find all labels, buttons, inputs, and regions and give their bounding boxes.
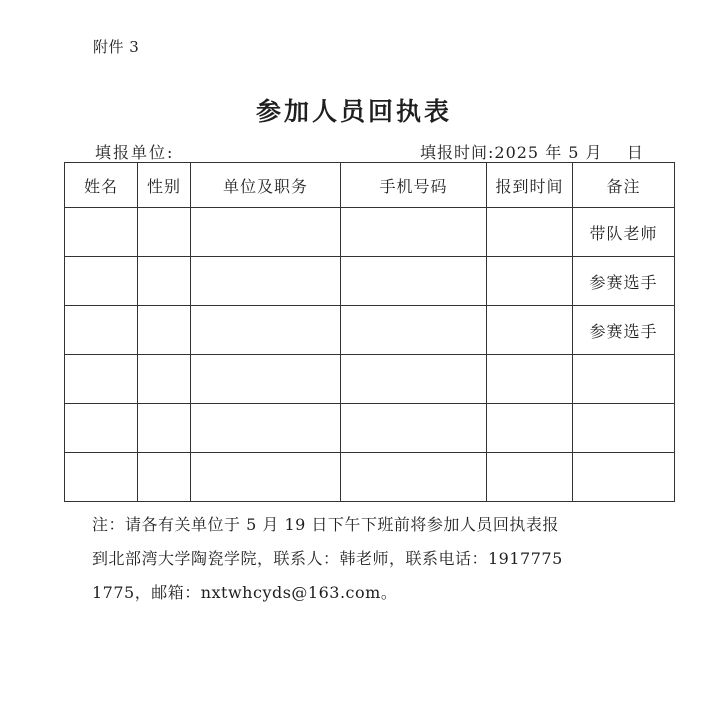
cell-checkin-time[interactable] [487,453,573,502]
fill-unit-label: 填报单位: [95,143,175,162]
attendee-table [64,162,675,502]
footnote-line-1: 注：请各有关单位于 5 月 19 日下午下班前将参加人员回执表报 [92,515,559,534]
header-unit-position: 单位及职务 [191,163,341,208]
fill-time-label: 填报时间:2025 年 5 月 日 [420,143,644,162]
table-row [65,208,675,257]
cell-checkin-time[interactable] [487,257,573,306]
table-row [65,306,675,355]
header-gender: 性别 [138,163,191,208]
cell-unit-position[interactable] [191,355,341,404]
cell-unit-position[interactable] [191,257,341,306]
cell-gender[interactable] [138,404,191,453]
cell-phone[interactable] [341,208,487,257]
header-phone: 手机号码 [341,163,487,208]
cell-remarks: 带队老师 [573,208,675,257]
cell-unit-position[interactable] [191,306,341,355]
cell-gender[interactable] [138,306,191,355]
footnote [92,508,672,610]
header-remarks: 备注 [573,163,675,208]
table-row [65,257,675,306]
cell-gender[interactable] [138,257,191,306]
cell-gender[interactable] [138,355,191,404]
cell-name[interactable] [65,257,138,306]
cell-name[interactable] [65,404,138,453]
cell-phone[interactable] [341,355,487,404]
page-title: 参加人员回执表 [255,97,452,126]
cell-name[interactable] [65,453,138,502]
footnote-line-3: 1775，邮箱：nxtwhcyds@163.com。 [92,583,398,602]
cell-remarks[interactable] [573,404,675,453]
cell-remarks: 参赛选手 [573,306,675,355]
table-row [65,453,675,502]
table-row [65,404,675,453]
cell-phone[interactable] [341,306,487,355]
cell-checkin-time[interactable] [487,208,573,257]
cell-gender[interactable] [138,453,191,502]
cell-phone[interactable] [341,453,487,502]
cell-unit-position[interactable] [191,404,341,453]
cell-checkin-time[interactable] [487,404,573,453]
cell-checkin-time[interactable] [487,306,573,355]
cell-phone[interactable] [341,257,487,306]
cell-remarks: 参赛选手 [573,257,675,306]
header-checkin-time: 报到时间 [487,163,573,208]
cell-checkin-time[interactable] [487,355,573,404]
footnote-line-2: 到北部湾大学陶瓷学院，联系人：韩老师，联系电话：1917775 [92,549,563,568]
cell-name[interactable] [65,355,138,404]
cell-gender[interactable] [138,208,191,257]
table-header-row [65,163,675,208]
cell-remarks[interactable] [573,453,675,502]
cell-unit-position[interactable] [191,208,341,257]
table-row [65,355,675,404]
cell-unit-position[interactable] [191,453,341,502]
cell-name[interactable] [65,208,138,257]
attachment-label: 附件 3 [93,38,140,56]
cell-remarks[interactable] [573,355,675,404]
header-name: 姓名 [65,163,138,208]
cell-phone[interactable] [341,404,487,453]
cell-name[interactable] [65,306,138,355]
